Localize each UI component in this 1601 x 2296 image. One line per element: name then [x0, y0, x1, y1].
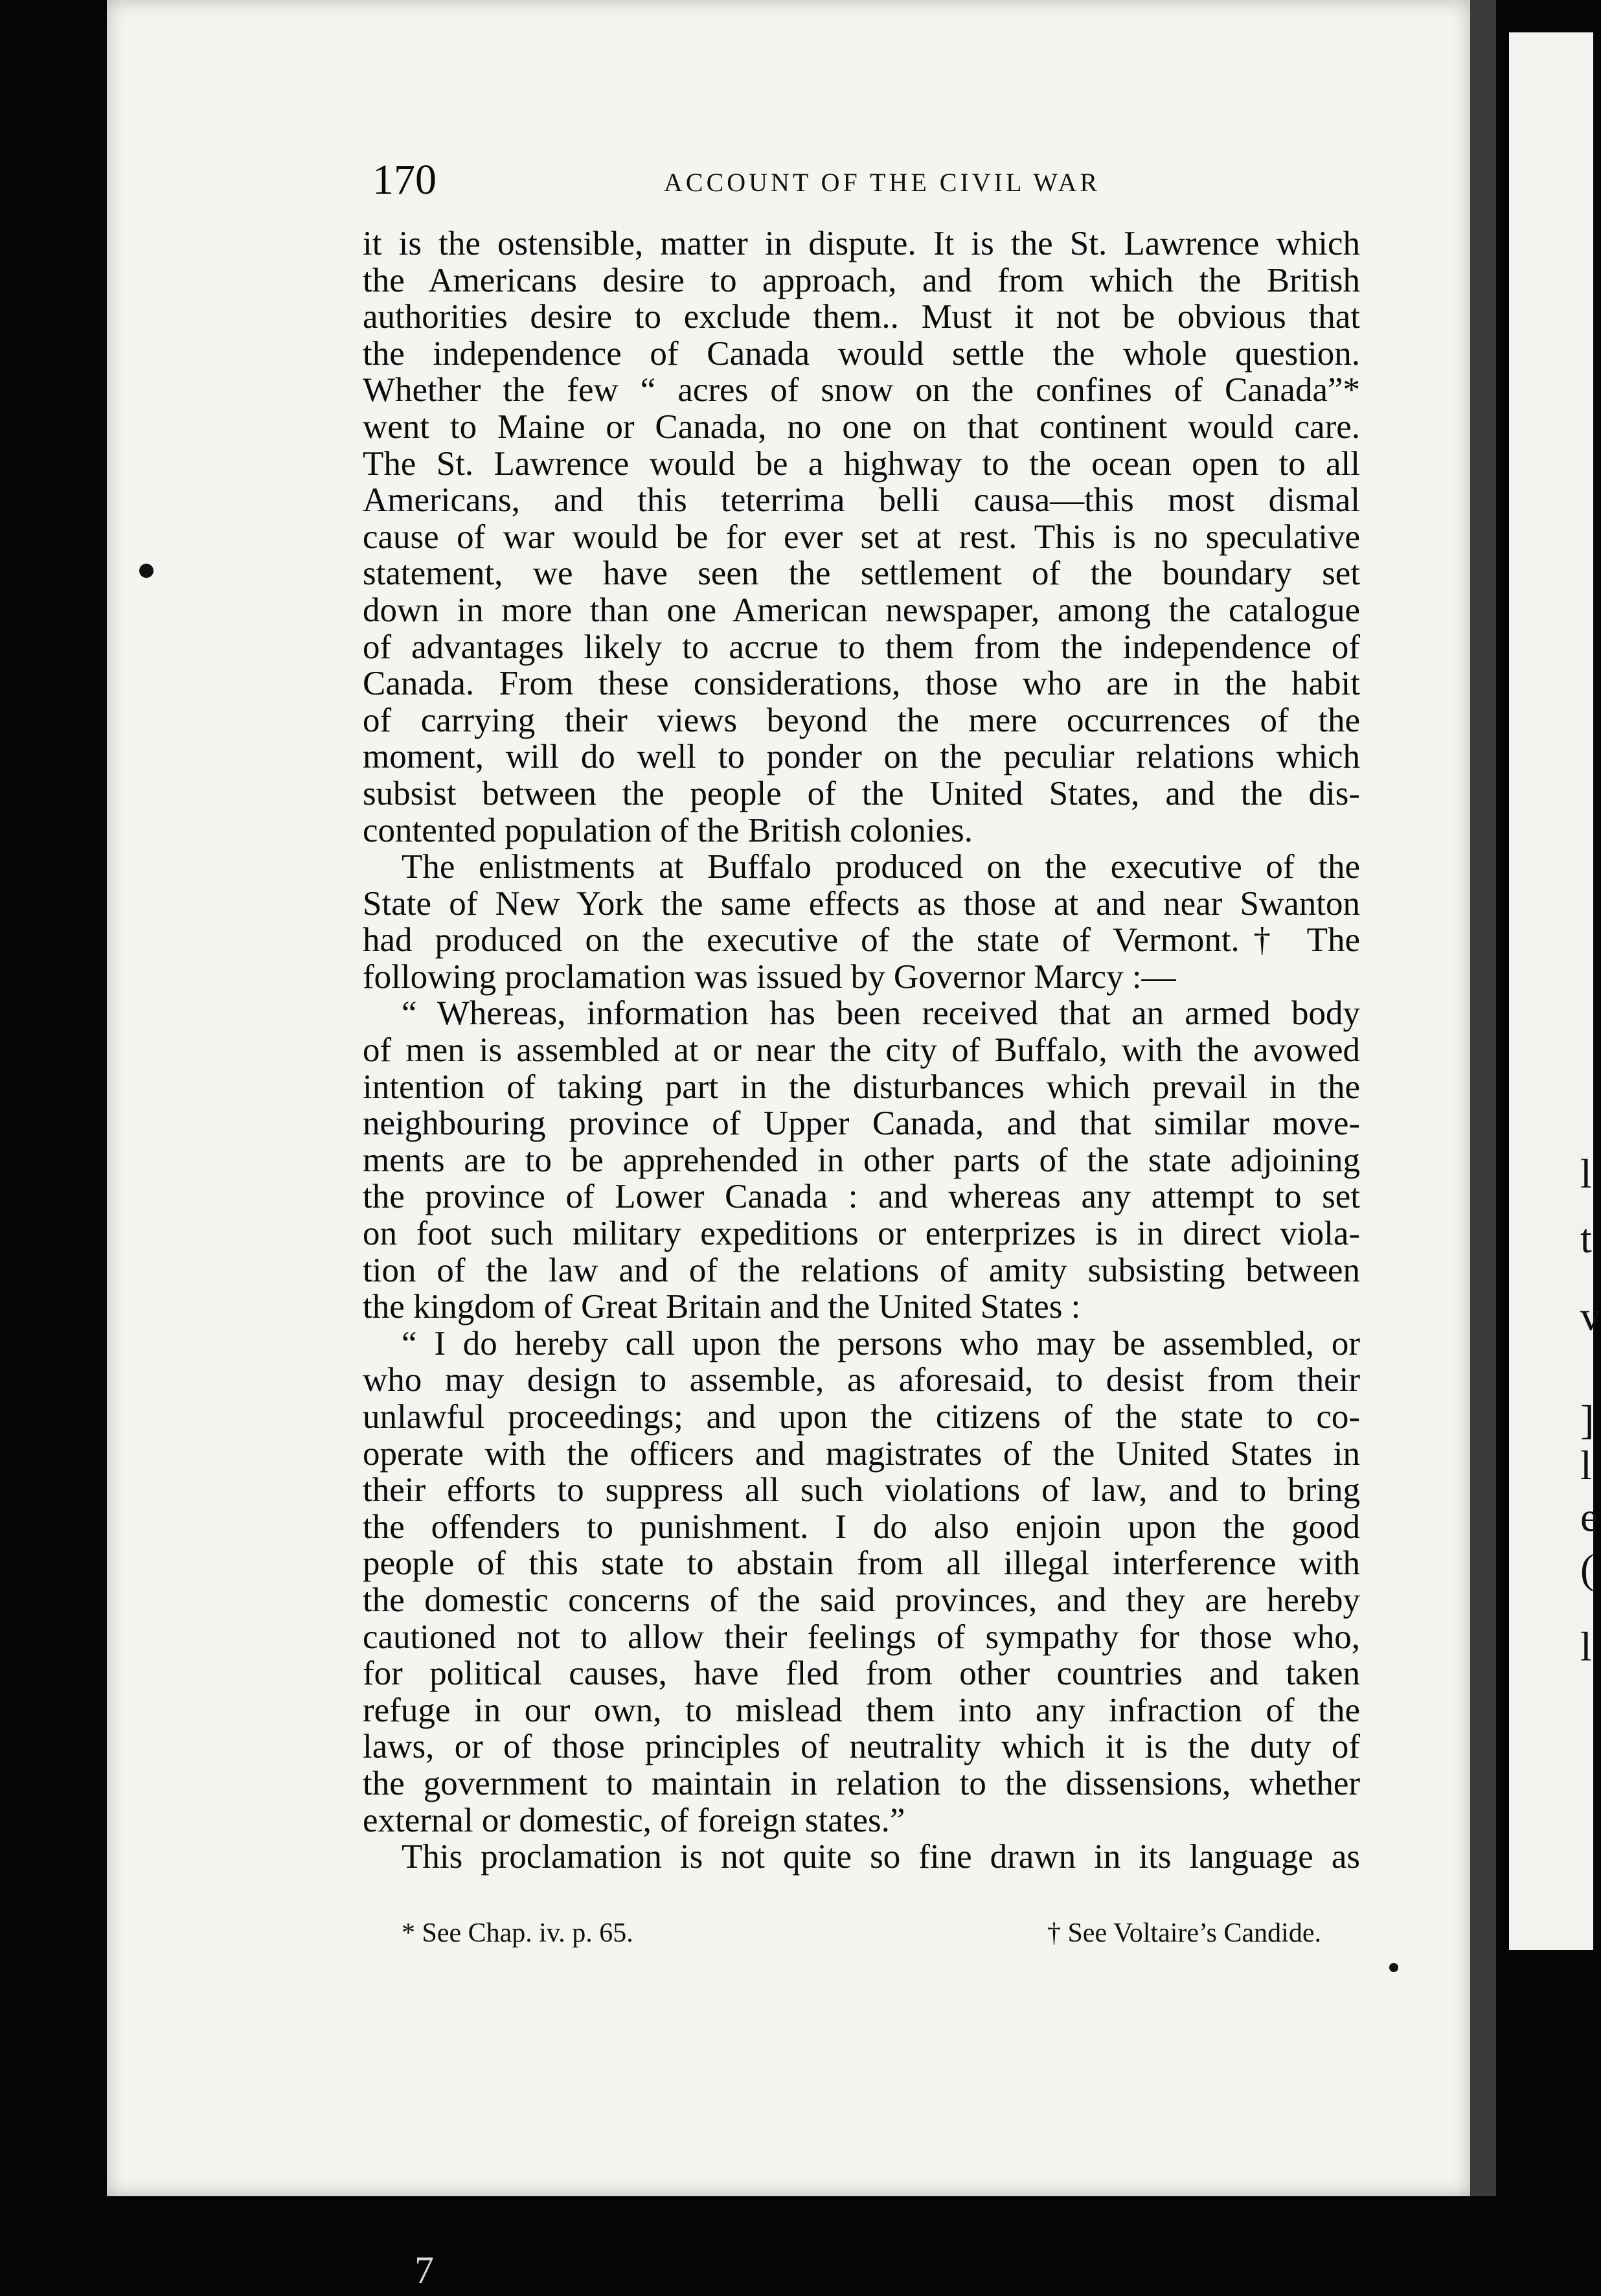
text-line: the government to maintain in relation to the dissensions, whether — [363, 1764, 1360, 1802]
text-line: cause of war would be for ever set at rest. This is no speculative — [363, 518, 1360, 556]
text-line: the offenders to punishment. I do also enjoin upon the good — [363, 1508, 1360, 1546]
text-line: “ Whereas, information has been received that an armed body — [402, 994, 1360, 1033]
text-line: statement, we have seen the settlement of the boundary set — [363, 555, 1360, 593]
facing-page-fragment: ( — [1580, 1546, 1595, 1592]
text-line: who may design to assemble, as aforesaid, to desist from their — [363, 1361, 1360, 1399]
text-line: external or domestic, of foreign states.” — [363, 1801, 905, 1839]
footnote-right: † See Voltaire’s Candide. — [1047, 1918, 1321, 1948]
facing-page-fragment: v — [1580, 1293, 1601, 1339]
text-line: their efforts to suppress all such violations of law, and to bring — [363, 1471, 1360, 1510]
text-line: Whether the few “ acres of snow on the confines of Canada”* — [363, 371, 1360, 409]
page-header — [372, 155, 1360, 207]
text-line: State of New York the same effects as those at and near Swanton — [363, 884, 1360, 923]
text-line: of advantages likely to accrue to them from the independence of — [363, 628, 1360, 666]
page-number: 170 — [372, 156, 437, 203]
text-line: Canada. From these considerations, those who are in the habit — [363, 665, 1360, 703]
text-line: laws, or of those principles of neutrality which it is the duty of — [363, 1728, 1360, 1766]
text-line: of carrying their views beyond the mere occurrences of the — [363, 701, 1360, 739]
text-line: contented population of the British colonies. — [363, 811, 973, 849]
text-line: had produced on the executive of the state of Vermont.† The — [363, 921, 1360, 959]
text-line: The St. Lawrence would be a highway to the ocean open to all — [363, 444, 1360, 483]
facing-page-fragment: l — [1580, 1624, 1592, 1670]
text-line: following proclamation was issued by Governor Marcy :— — [363, 958, 1176, 996]
text-line: ments are to be apprehended in other parts of the state adjoining — [363, 1141, 1360, 1179]
text-line: operate with the officers and magistrates of the United States in — [363, 1434, 1360, 1473]
footnotes — [402, 1918, 1321, 1957]
text-line: down in more than one American newspaper, among the catalogue — [363, 591, 1360, 629]
text-line: “ I do hereby call upon the persons who may be assembled, or — [402, 1324, 1360, 1362]
text-line: unlawful proceedings; and upon the citizens of the state to co- — [363, 1398, 1360, 1436]
text-line: The enlistments at Buffalo produced on the executive of the — [402, 848, 1360, 886]
text-line: refuge in our own, to mislead them into any infraction of the — [363, 1691, 1360, 1729]
ink-speck — [139, 564, 153, 578]
text-line: people of this state to abstain from all illegal interference with — [363, 1544, 1360, 1583]
text-line: subsist between the people of the United States, and the dis- — [363, 774, 1360, 812]
footnote-left: * See Chap. iv. p. 65. — [402, 1918, 633, 1948]
text-line: authorities desire to exclude them.. Must it not be obvious that — [363, 298, 1360, 336]
text-line: for political causes, have fled from other countries and taken — [363, 1655, 1360, 1693]
ink-speck — [1389, 1963, 1398, 1972]
facing-page-fragment: l — [1580, 1442, 1592, 1488]
text-line: went to Maine or Canada, no one on that continent would care. — [363, 408, 1360, 446]
facing-page-fragment: ] — [1580, 1397, 1595, 1443]
facing-page-fragment: l — [1580, 1151, 1592, 1197]
text-line: of men is assembled at or near the city of Buffalo, with the avowed — [363, 1031, 1360, 1070]
text-line: intention of taking part in the disturbances which prevail in the — [363, 1068, 1360, 1106]
text-line: it is the ostensible, matter in dispute. It is the St. Lawrence which — [363, 225, 1360, 262]
text-line: cautioned not to allow their feelings of sympathy for those who, — [363, 1618, 1360, 1656]
text-line: the independence of Canada would settle the whole question. — [363, 334, 1360, 373]
facing-page-fragment: t — [1580, 1215, 1592, 1261]
text-line: the province of Lower Canada : and whereas any attempt to set — [363, 1178, 1360, 1216]
text-line: tion of the law and of the relations of amity subsisting between — [363, 1251, 1360, 1289]
text-line: the Americans desire to approach, and from which the British — [363, 261, 1360, 299]
text-line: the kingdom of Great Britain and the United States : — [363, 1288, 1081, 1326]
text-line: neighbouring province of Upper Canada, and that similar move- — [363, 1105, 1360, 1143]
running-head: ACCOUNT OF THE CIVIL WAR — [664, 168, 1101, 197]
text-line: the domestic concerns of the said provinces, and they are hereby — [363, 1581, 1360, 1619]
text-line: moment, will do well to ponder on the peculiar relations which — [363, 738, 1360, 776]
text-line: Americans, and this teterrima belli causa—this most dismal — [363, 481, 1360, 520]
bottom-mark: 7 — [414, 2249, 434, 2291]
body-text — [363, 225, 1360, 1876]
text-line: on foot such military expeditions or enterprizes is in direct viola- — [363, 1215, 1360, 1253]
facing-page-fragment: e — [1580, 1494, 1599, 1540]
text-line: This proclamation is not quite so fine drawn in its language as — [402, 1838, 1360, 1876]
